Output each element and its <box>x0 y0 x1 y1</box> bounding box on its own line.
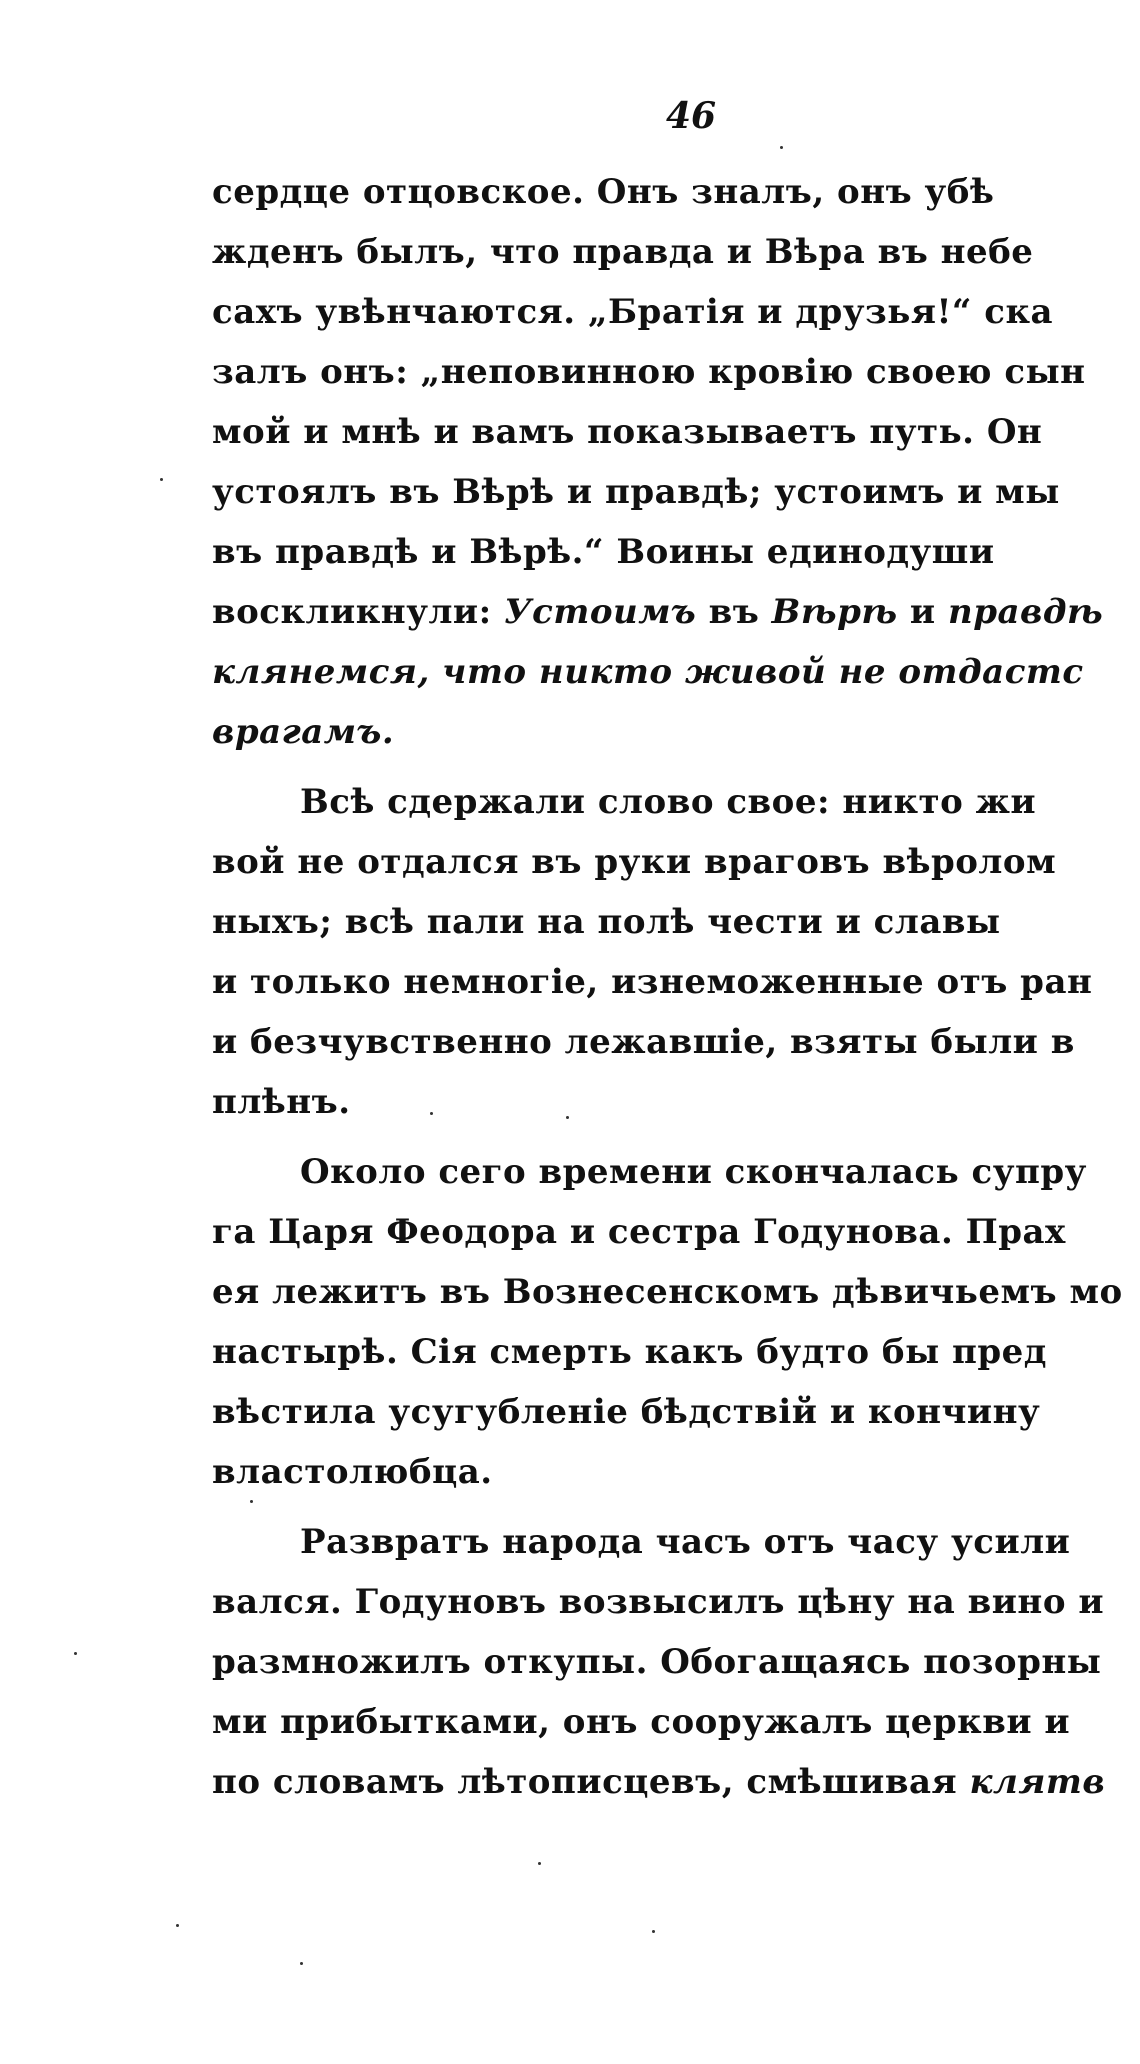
text-line <box>212 590 1103 634</box>
scan-speck <box>176 1924 179 1927</box>
text-line: залъ онъ: „неповинною кровію своею сын <box>212 352 1086 392</box>
text-line: и безчувственно лежавшіе, взяты были в <box>212 1022 1075 1062</box>
text-line: вѣстила усугубленіе бѣдствій и кончину <box>212 1392 1041 1432</box>
italic-span: клянемся, что никто живой не отдастс <box>212 652 1084 692</box>
text-line: вался. Годуновъ возвысилъ цѣну на вино и <box>212 1582 1105 1622</box>
italic-span: Вѣрѣ <box>771 592 898 632</box>
text-line: ми прибытками, онъ сооружалъ церкви и <box>212 1702 1071 1742</box>
page-number: 46 <box>666 95 717 137</box>
paragraph-start-line: Развратъ народа часъ отъ часу усили <box>300 1522 1071 1562</box>
text-line: сахъ увѣнчаются. „Братія и друзья!“ ска <box>212 292 1054 332</box>
scan-speck <box>160 478 163 481</box>
text-line <box>212 1760 1105 1804</box>
text-line <box>212 650 1084 694</box>
scan-speck <box>74 1652 77 1655</box>
paragraph-start-line: Около сего времени скончалась супру <box>300 1152 1087 1192</box>
text-line: настырѣ. Сія смерть какъ будто бы пред <box>212 1332 1047 1372</box>
text-line: жденъ былъ, что правда и Вѣра въ небе <box>212 232 1034 272</box>
text-line: ея лежитъ въ Вознесенскомъ дѣвичьемъ мо <box>212 1272 1123 1312</box>
text-line: устоялъ въ Вѣрѣ и правдѣ; устоимъ и мы <box>212 472 1060 512</box>
scan-speck <box>250 1500 253 1503</box>
text-line: размножилъ откупы. Обогащаясь позорны <box>212 1642 1102 1682</box>
italic-span: Устоимъ <box>504 592 697 632</box>
text-line: плѣнъ. <box>212 1082 351 1122</box>
paragraph-start-line: Всѣ сдержали слово свое: никто жи <box>300 782 1037 822</box>
scan-speck <box>780 146 783 149</box>
italic-span: врагамъ. <box>212 712 395 752</box>
scan-speck <box>566 1116 569 1119</box>
text-line: вой не отдался въ руки враговъ вѣролом <box>212 842 1057 882</box>
text-span: воскликнули: <box>212 592 492 632</box>
text-line: га Царя Феодора и сестра Годунова. Прах <box>212 1212 1066 1252</box>
scan-speck <box>652 1930 655 1933</box>
scan-speck <box>538 1862 541 1865</box>
text-line: мой и мнѣ и вамъ показываетъ путь. Он <box>212 412 1043 452</box>
text-span: въ <box>708 592 760 632</box>
scan-speck <box>430 1112 433 1115</box>
italic-span: правдѣ <box>947 592 1104 632</box>
scan-speck <box>300 1962 303 1965</box>
italic-span: клятв <box>969 1762 1106 1802</box>
text-line: и только немногіе, изнеможенные отъ ран <box>212 962 1093 1002</box>
text-span: и <box>909 592 936 632</box>
text-line: въ правдѣ и Вѣрѣ.“ Воины единодуши <box>212 532 995 572</box>
text-line <box>212 710 394 754</box>
text-line: сердце отцовское. Онъ зналъ, онъ убѣ <box>212 172 995 212</box>
text-line: ныхъ; всѣ пали на полѣ чести и славы <box>212 902 1001 942</box>
text-line: властолюбца. <box>212 1452 493 1492</box>
text-span: по словамъ лѣтописцевъ, смѣшивая <box>212 1762 958 1802</box>
